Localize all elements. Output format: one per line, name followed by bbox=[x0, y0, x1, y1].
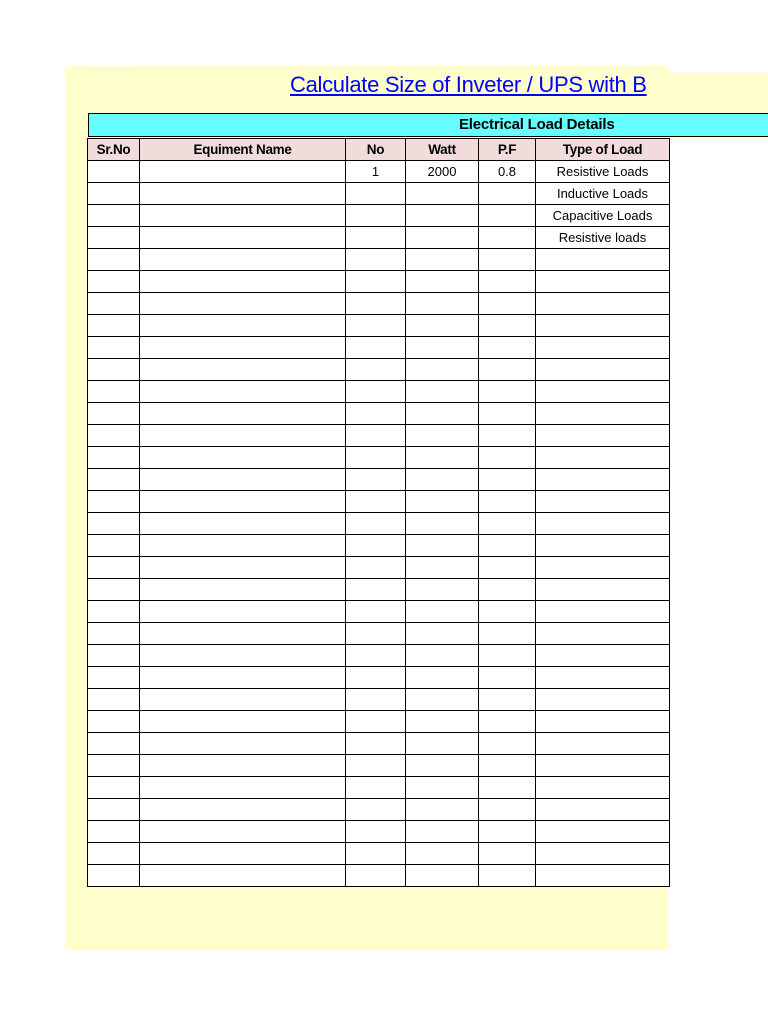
power-factor-cell[interactable]: 0.8 bbox=[479, 161, 536, 183]
sr-no-cell[interactable] bbox=[88, 183, 140, 205]
sr-no-cell[interactable] bbox=[88, 711, 140, 733]
sr-no-cell[interactable] bbox=[88, 227, 140, 249]
equipment-name-cell[interactable] bbox=[140, 513, 346, 535]
power-factor-cell[interactable] bbox=[479, 271, 536, 293]
watt-cell[interactable] bbox=[406, 799, 479, 821]
watt-cell[interactable] bbox=[406, 249, 479, 271]
equipment-name-cell[interactable] bbox=[140, 403, 346, 425]
watt-cell[interactable] bbox=[406, 271, 479, 293]
equipment-name-cell[interactable] bbox=[140, 557, 346, 579]
sr-no-cell[interactable] bbox=[88, 271, 140, 293]
sr-no-cell[interactable] bbox=[88, 469, 140, 491]
power-factor-cell[interactable] bbox=[479, 843, 536, 865]
sr-no-cell[interactable] bbox=[88, 645, 140, 667]
equipment-name-cell[interactable] bbox=[140, 711, 346, 733]
no-cell[interactable] bbox=[346, 513, 406, 535]
type-of-load-cell[interactable] bbox=[536, 711, 670, 733]
type-of-load-cell[interactable] bbox=[536, 535, 670, 557]
sr-no-cell[interactable] bbox=[88, 821, 140, 843]
watt-cell[interactable]: 2000 bbox=[406, 161, 479, 183]
power-factor-cell[interactable] bbox=[479, 425, 536, 447]
no-cell[interactable]: 1 bbox=[346, 161, 406, 183]
type-of-load-cell[interactable] bbox=[536, 799, 670, 821]
watt-cell[interactable] bbox=[406, 777, 479, 799]
type-of-load-cell[interactable] bbox=[536, 403, 670, 425]
watt-cell[interactable] bbox=[406, 579, 479, 601]
power-factor-cell[interactable] bbox=[479, 337, 536, 359]
table-row bbox=[88, 557, 670, 579]
power-factor-cell[interactable] bbox=[479, 689, 536, 711]
sr-no-cell[interactable] bbox=[88, 667, 140, 689]
type-of-load-cell[interactable] bbox=[536, 689, 670, 711]
power-factor-cell[interactable] bbox=[479, 821, 536, 843]
watt-cell[interactable] bbox=[406, 425, 479, 447]
sr-no-cell[interactable] bbox=[88, 447, 140, 469]
equipment-name-cell[interactable] bbox=[140, 469, 346, 491]
type-of-load-cell[interactable] bbox=[536, 315, 670, 337]
no-cell[interactable] bbox=[346, 469, 406, 491]
no-cell[interactable] bbox=[346, 711, 406, 733]
sr-no-cell[interactable] bbox=[88, 161, 140, 183]
no-cell[interactable] bbox=[346, 689, 406, 711]
sr-no-cell[interactable] bbox=[88, 843, 140, 865]
type-of-load-cell[interactable] bbox=[536, 513, 670, 535]
sr-no-cell[interactable] bbox=[88, 557, 140, 579]
no-cell[interactable] bbox=[346, 227, 406, 249]
equipment-name-cell[interactable] bbox=[140, 227, 346, 249]
no-cell[interactable] bbox=[346, 337, 406, 359]
power-factor-cell[interactable] bbox=[479, 733, 536, 755]
sr-no-cell[interactable] bbox=[88, 315, 140, 337]
power-factor-cell[interactable] bbox=[479, 315, 536, 337]
table-row bbox=[88, 535, 670, 557]
watt-cell[interactable] bbox=[406, 865, 479, 887]
type-of-load-cell[interactable] bbox=[536, 601, 670, 623]
sr-no-cell[interactable] bbox=[88, 491, 140, 513]
type-of-load-cell[interactable] bbox=[536, 249, 670, 271]
sr-no-cell[interactable] bbox=[88, 623, 140, 645]
no-cell[interactable] bbox=[346, 777, 406, 799]
table-row bbox=[88, 469, 670, 491]
watt-cell[interactable] bbox=[406, 227, 479, 249]
equipment-name-cell[interactable] bbox=[140, 535, 346, 557]
header-watt: Watt bbox=[406, 139, 479, 161]
table-row bbox=[88, 359, 670, 381]
power-factor-cell[interactable] bbox=[479, 513, 536, 535]
sr-no-cell[interactable] bbox=[88, 403, 140, 425]
sr-no-cell[interactable] bbox=[88, 249, 140, 271]
sr-no-cell[interactable] bbox=[88, 513, 140, 535]
equipment-name-cell[interactable] bbox=[140, 425, 346, 447]
table-row bbox=[88, 161, 670, 183]
section-heading: Electrical Load Details bbox=[459, 116, 615, 133]
table-row bbox=[88, 601, 670, 623]
type-of-load-cell[interactable] bbox=[536, 557, 670, 579]
table-row bbox=[88, 755, 670, 777]
sr-no-cell[interactable] bbox=[88, 579, 140, 601]
table-row bbox=[88, 205, 670, 227]
equipment-name-cell[interactable] bbox=[140, 381, 346, 403]
power-factor-cell[interactable] bbox=[479, 667, 536, 689]
type-of-load-cell[interactable] bbox=[536, 777, 670, 799]
sr-no-cell[interactable] bbox=[88, 601, 140, 623]
power-factor-cell[interactable] bbox=[479, 711, 536, 733]
type-of-load-cell[interactable] bbox=[536, 843, 670, 865]
equipment-name-cell[interactable] bbox=[140, 799, 346, 821]
watt-cell[interactable] bbox=[406, 491, 479, 513]
equipment-name-cell[interactable] bbox=[140, 689, 346, 711]
power-factor-cell[interactable] bbox=[479, 491, 536, 513]
sheet-tab-mark bbox=[88, 68, 138, 73]
power-factor-cell[interactable] bbox=[479, 293, 536, 315]
watt-cell[interactable] bbox=[406, 535, 479, 557]
no-cell[interactable] bbox=[346, 645, 406, 667]
power-factor-cell[interactable] bbox=[479, 601, 536, 623]
no-cell[interactable] bbox=[346, 271, 406, 293]
power-factor-cell[interactable] bbox=[479, 535, 536, 557]
power-factor-cell[interactable] bbox=[479, 799, 536, 821]
watt-cell[interactable] bbox=[406, 403, 479, 425]
no-cell[interactable] bbox=[346, 491, 406, 513]
no-cell[interactable] bbox=[346, 843, 406, 865]
equipment-name-cell[interactable] bbox=[140, 843, 346, 865]
equipment-name-cell[interactable] bbox=[140, 205, 346, 227]
type-of-load-cell[interactable] bbox=[536, 381, 670, 403]
table-row bbox=[88, 667, 670, 689]
equipment-name-cell[interactable] bbox=[140, 337, 346, 359]
table-row bbox=[88, 183, 670, 205]
equipment-name-cell[interactable] bbox=[140, 777, 346, 799]
type-of-load-cell[interactable] bbox=[536, 491, 670, 513]
table-row bbox=[88, 821, 670, 843]
equipment-name-cell[interactable] bbox=[140, 491, 346, 513]
table-row bbox=[88, 227, 670, 249]
no-cell[interactable] bbox=[346, 183, 406, 205]
table-header-row bbox=[88, 139, 670, 161]
type-of-load-cell[interactable] bbox=[536, 645, 670, 667]
watt-cell[interactable] bbox=[406, 821, 479, 843]
load-details-table bbox=[87, 138, 670, 887]
no-cell[interactable] bbox=[346, 821, 406, 843]
power-factor-cell[interactable] bbox=[479, 359, 536, 381]
type-of-load-cell[interactable]: Capacitive Loads bbox=[536, 205, 670, 227]
no-cell[interactable] bbox=[346, 381, 406, 403]
table-row bbox=[88, 513, 670, 535]
watt-cell[interactable] bbox=[406, 667, 479, 689]
table-row bbox=[88, 579, 670, 601]
section-banner bbox=[88, 113, 768, 137]
power-factor-cell[interactable] bbox=[479, 865, 536, 887]
watt-cell[interactable] bbox=[406, 469, 479, 491]
no-cell[interactable] bbox=[346, 601, 406, 623]
watt-cell[interactable] bbox=[406, 645, 479, 667]
header-equipment-name: Equiment Name bbox=[140, 139, 346, 161]
power-factor-cell[interactable] bbox=[479, 205, 536, 227]
equipment-name-cell[interactable] bbox=[140, 667, 346, 689]
sr-no-cell[interactable] bbox=[88, 777, 140, 799]
table-row bbox=[88, 865, 670, 887]
table-row bbox=[88, 843, 670, 865]
table-row bbox=[88, 271, 670, 293]
page-title-link[interactable]: Calculate Size of Inveter / UPS with B bbox=[290, 72, 647, 97]
power-factor-cell[interactable] bbox=[479, 777, 536, 799]
sr-no-cell[interactable] bbox=[88, 799, 140, 821]
no-cell[interactable] bbox=[346, 403, 406, 425]
equipment-name-cell[interactable] bbox=[140, 359, 346, 381]
equipment-name-cell[interactable] bbox=[140, 161, 346, 183]
equipment-name-cell[interactable] bbox=[140, 755, 346, 777]
equipment-name-cell[interactable] bbox=[140, 315, 346, 337]
watt-cell[interactable] bbox=[406, 359, 479, 381]
watt-cell[interactable] bbox=[406, 513, 479, 535]
no-cell[interactable] bbox=[346, 359, 406, 381]
equipment-name-cell[interactable] bbox=[140, 865, 346, 887]
header-type-of-load: Type of Load bbox=[536, 139, 670, 161]
no-cell[interactable] bbox=[346, 205, 406, 227]
type-of-load-cell[interactable] bbox=[536, 865, 670, 887]
equipment-name-cell[interactable] bbox=[140, 293, 346, 315]
no-cell[interactable] bbox=[346, 733, 406, 755]
table-row bbox=[88, 337, 670, 359]
sr-no-cell[interactable] bbox=[88, 293, 140, 315]
sr-no-cell[interactable] bbox=[88, 425, 140, 447]
table-row bbox=[88, 403, 670, 425]
table-row bbox=[88, 689, 670, 711]
table-row bbox=[88, 645, 670, 667]
table-row bbox=[88, 425, 670, 447]
equipment-name-cell[interactable] bbox=[140, 645, 346, 667]
type-of-load-cell[interactable]: Inductive Loads bbox=[536, 183, 670, 205]
sr-no-cell[interactable] bbox=[88, 535, 140, 557]
no-cell[interactable] bbox=[346, 249, 406, 271]
table-row bbox=[88, 447, 670, 469]
watt-cell[interactable] bbox=[406, 315, 479, 337]
watt-cell[interactable] bbox=[406, 755, 479, 777]
table-body bbox=[88, 161, 670, 887]
type-of-load-cell[interactable] bbox=[536, 821, 670, 843]
header-no: No bbox=[346, 139, 406, 161]
watt-cell[interactable] bbox=[406, 293, 479, 315]
sr-no-cell[interactable] bbox=[88, 689, 140, 711]
type-of-load-cell[interactable] bbox=[536, 293, 670, 315]
no-cell[interactable] bbox=[346, 447, 406, 469]
power-factor-cell[interactable] bbox=[479, 249, 536, 271]
equipment-name-cell[interactable] bbox=[140, 183, 346, 205]
table-row bbox=[88, 249, 670, 271]
power-factor-cell[interactable] bbox=[479, 579, 536, 601]
sr-no-cell[interactable] bbox=[88, 865, 140, 887]
type-of-load-cell[interactable] bbox=[536, 623, 670, 645]
no-cell[interactable] bbox=[346, 623, 406, 645]
sr-no-cell[interactable] bbox=[88, 359, 140, 381]
no-cell[interactable] bbox=[346, 557, 406, 579]
watt-cell[interactable] bbox=[406, 843, 479, 865]
watt-cell[interactable] bbox=[406, 689, 479, 711]
table-row bbox=[88, 491, 670, 513]
no-cell[interactable] bbox=[346, 315, 406, 337]
power-factor-cell[interactable] bbox=[479, 403, 536, 425]
table-row bbox=[88, 799, 670, 821]
no-cell[interactable] bbox=[346, 865, 406, 887]
no-cell[interactable] bbox=[346, 535, 406, 557]
table-row bbox=[88, 777, 670, 799]
watt-cell[interactable] bbox=[406, 557, 479, 579]
power-factor-cell[interactable] bbox=[479, 183, 536, 205]
type-of-load-cell[interactable] bbox=[536, 359, 670, 381]
power-factor-cell[interactable] bbox=[479, 227, 536, 249]
equipment-name-cell[interactable] bbox=[140, 821, 346, 843]
type-of-load-cell[interactable] bbox=[536, 667, 670, 689]
table-row bbox=[88, 733, 670, 755]
type-of-load-cell[interactable] bbox=[536, 733, 670, 755]
table-row bbox=[88, 381, 670, 403]
type-of-load-cell[interactable]: Resistive Loads bbox=[536, 161, 670, 183]
table-row bbox=[88, 293, 670, 315]
power-factor-cell[interactable] bbox=[479, 381, 536, 403]
no-cell[interactable] bbox=[346, 293, 406, 315]
power-factor-cell[interactable] bbox=[479, 645, 536, 667]
watt-cell[interactable] bbox=[406, 601, 479, 623]
watt-cell[interactable] bbox=[406, 623, 479, 645]
equipment-name-cell[interactable] bbox=[140, 601, 346, 623]
no-cell[interactable] bbox=[346, 425, 406, 447]
equipment-name-cell[interactable] bbox=[140, 271, 346, 293]
equipment-name-cell[interactable] bbox=[140, 447, 346, 469]
no-cell[interactable] bbox=[346, 799, 406, 821]
watt-cell[interactable] bbox=[406, 337, 479, 359]
header-sr-no: Sr.No bbox=[88, 139, 140, 161]
type-of-load-cell[interactable] bbox=[536, 425, 670, 447]
power-factor-cell[interactable] bbox=[479, 755, 536, 777]
watt-cell[interactable] bbox=[406, 205, 479, 227]
sr-no-cell[interactable] bbox=[88, 205, 140, 227]
watt-cell[interactable] bbox=[406, 183, 479, 205]
type-of-load-cell[interactable]: Resistive loads bbox=[536, 227, 670, 249]
sr-no-cell[interactable] bbox=[88, 381, 140, 403]
watt-cell[interactable] bbox=[406, 733, 479, 755]
equipment-name-cell[interactable] bbox=[140, 579, 346, 601]
type-of-load-cell[interactable] bbox=[536, 755, 670, 777]
sr-no-cell[interactable] bbox=[88, 733, 140, 755]
no-cell[interactable] bbox=[346, 579, 406, 601]
power-factor-cell[interactable] bbox=[479, 469, 536, 491]
power-factor-cell[interactable] bbox=[479, 447, 536, 469]
power-factor-cell[interactable] bbox=[479, 623, 536, 645]
equipment-name-cell[interactable] bbox=[140, 733, 346, 755]
power-factor-cell[interactable] bbox=[479, 557, 536, 579]
no-cell[interactable] bbox=[346, 667, 406, 689]
type-of-load-cell[interactable] bbox=[536, 271, 670, 293]
type-of-load-cell[interactable] bbox=[536, 579, 670, 601]
no-cell[interactable] bbox=[346, 755, 406, 777]
header-power-factor: P.F bbox=[479, 139, 536, 161]
sr-no-cell[interactable] bbox=[88, 337, 140, 359]
equipment-name-cell[interactable] bbox=[140, 249, 346, 271]
type-of-load-cell[interactable] bbox=[536, 447, 670, 469]
watt-cell[interactable] bbox=[406, 447, 479, 469]
watt-cell[interactable] bbox=[406, 711, 479, 733]
table-row bbox=[88, 315, 670, 337]
type-of-load-cell[interactable] bbox=[536, 469, 670, 491]
table-row bbox=[88, 711, 670, 733]
table-row bbox=[88, 623, 670, 645]
type-of-load-cell[interactable] bbox=[536, 337, 670, 359]
equipment-name-cell[interactable] bbox=[140, 623, 346, 645]
sr-no-cell[interactable] bbox=[88, 755, 140, 777]
watt-cell[interactable] bbox=[406, 381, 479, 403]
